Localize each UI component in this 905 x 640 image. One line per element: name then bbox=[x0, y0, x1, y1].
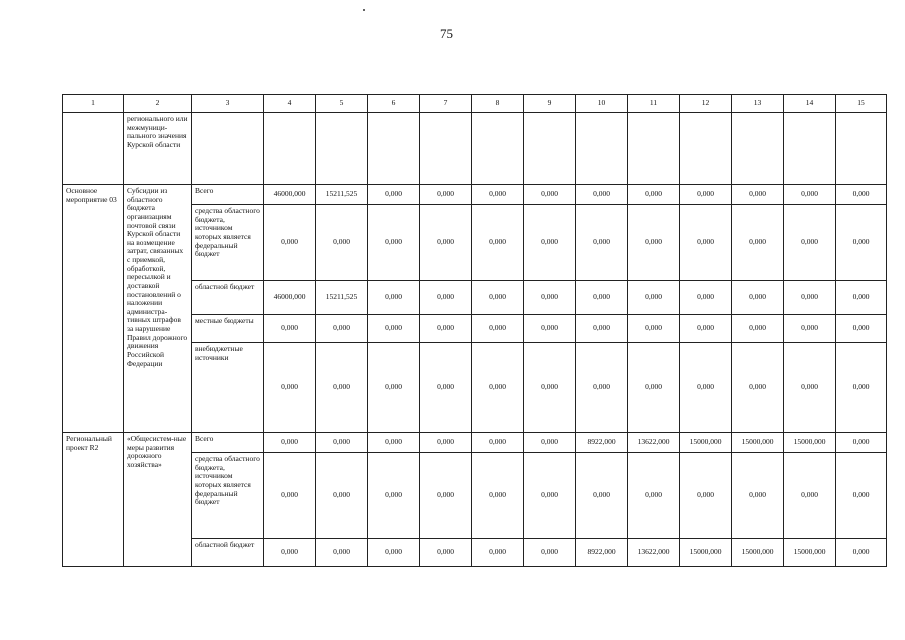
column-header: 10 bbox=[576, 95, 628, 113]
cell-value: 8922,000 bbox=[576, 433, 628, 453]
cell-value: 0,000 bbox=[368, 433, 420, 453]
column-header: 12 bbox=[680, 95, 732, 113]
cell-value: 0,000 bbox=[420, 205, 472, 281]
column-header: 6 bbox=[368, 95, 420, 113]
cell-value: 0,000 bbox=[264, 433, 316, 453]
cell-value: 0,000 bbox=[316, 539, 368, 567]
cell-value: 15000,000 bbox=[784, 433, 836, 453]
cell-event-name: Субсидии из областного бюджета организациям почтовой связи Курской области на возмещение затрат, связанных с приемкой, обработкой, пересылкой и доставкой постановлений о наложении администра-тивных штрафов за нарушение Правил дорожного движения Российской Федерации bbox=[124, 185, 192, 433]
scan-speck bbox=[363, 9, 365, 11]
cell-funding-source: Всего bbox=[192, 185, 264, 205]
cell-value: 0,000 bbox=[524, 185, 576, 205]
cell-value: 13622,000 bbox=[628, 539, 680, 567]
cell-value: 8922,000 bbox=[576, 539, 628, 567]
cell-value: 15000,000 bbox=[680, 433, 732, 453]
cell-funding-source: средства областного бюджета, источником которых является федеральный бюджет bbox=[192, 205, 264, 281]
table-row bbox=[63, 185, 887, 205]
cell-value: 0,000 bbox=[628, 281, 680, 315]
header-row bbox=[63, 95, 887, 113]
continuation-row bbox=[63, 113, 887, 185]
cell-empty bbox=[420, 113, 472, 185]
cell-value: 0,000 bbox=[628, 343, 680, 433]
cell-value: 0,000 bbox=[524, 433, 576, 453]
cell-empty bbox=[524, 113, 576, 185]
cell-event-type: Региональный проект R2 bbox=[63, 433, 124, 567]
cell-empty bbox=[316, 113, 368, 185]
cell-value: 0,000 bbox=[784, 343, 836, 433]
cell-value: 0,000 bbox=[524, 281, 576, 315]
cell-value: 0,000 bbox=[472, 453, 524, 539]
cell-value: 0,000 bbox=[680, 343, 732, 433]
cell-funding-source: местные бюджеты bbox=[192, 315, 264, 343]
column-header: 5 bbox=[316, 95, 368, 113]
cell-value: 0,000 bbox=[524, 315, 576, 343]
cell-value: 15211,525 bbox=[316, 281, 368, 315]
cell-event-name: «Общесистем-ные меры развития дорожного хозяйства» bbox=[124, 433, 192, 567]
cell-value: 0,000 bbox=[732, 205, 784, 281]
cell-funding-source: Всего bbox=[192, 433, 264, 453]
cell-value: 0,000 bbox=[628, 315, 680, 343]
cell-value: 0,000 bbox=[420, 281, 472, 315]
cell-value: 0,000 bbox=[836, 281, 887, 315]
cell-value: 0,000 bbox=[264, 539, 316, 567]
cell-value: 0,000 bbox=[680, 453, 732, 539]
cell-value: 0,000 bbox=[680, 281, 732, 315]
cell-value: 0,000 bbox=[524, 343, 576, 433]
cell-value: 0,000 bbox=[680, 315, 732, 343]
cell-empty bbox=[680, 113, 732, 185]
cell-value: 0,000 bbox=[316, 433, 368, 453]
cell-value: 0,000 bbox=[472, 433, 524, 453]
cell-empty bbox=[472, 113, 524, 185]
cell-value: 0,000 bbox=[784, 315, 836, 343]
cell-value: 46000,000 bbox=[264, 185, 316, 205]
cell-value: 0,000 bbox=[576, 343, 628, 433]
cell-value: 0,000 bbox=[628, 185, 680, 205]
cell-value: 0,000 bbox=[368, 185, 420, 205]
cell-value: 0,000 bbox=[316, 343, 368, 433]
cell-value: 0,000 bbox=[316, 315, 368, 343]
cell-value: 0,000 bbox=[628, 205, 680, 281]
cell-event-type: Основное мероприятие 03 bbox=[63, 185, 124, 433]
cell-empty bbox=[192, 113, 264, 185]
cell-value: 0,000 bbox=[524, 205, 576, 281]
cell-empty bbox=[628, 113, 680, 185]
cell-value: 0,000 bbox=[732, 185, 784, 205]
cell-value: 0,000 bbox=[836, 205, 887, 281]
cell-value: 0,000 bbox=[472, 539, 524, 567]
cell-value: 15000,000 bbox=[732, 539, 784, 567]
column-header: 3 bbox=[192, 95, 264, 113]
cell-value: 0,000 bbox=[316, 453, 368, 539]
cell-funding-source: областной бюджет bbox=[192, 539, 264, 567]
cell-value: 0,000 bbox=[524, 453, 576, 539]
cell-value: 0,000 bbox=[472, 315, 524, 343]
cell-value: 0,000 bbox=[472, 281, 524, 315]
column-header: 11 bbox=[628, 95, 680, 113]
cell-value: 0,000 bbox=[368, 205, 420, 281]
cell-empty bbox=[63, 113, 124, 185]
cell-value: 0,000 bbox=[420, 343, 472, 433]
cell-value: 0,000 bbox=[784, 281, 836, 315]
cell-funding-source: внебюджетные источники bbox=[192, 343, 264, 433]
cell-value: 0,000 bbox=[784, 185, 836, 205]
cell-empty bbox=[784, 113, 836, 185]
cell-value: 0,000 bbox=[680, 185, 732, 205]
cell-value: 0,000 bbox=[576, 315, 628, 343]
cell-value: 0,000 bbox=[264, 315, 316, 343]
cell-value: 0,000 bbox=[524, 539, 576, 567]
column-header: 13 bbox=[732, 95, 784, 113]
cell-value: 0,000 bbox=[264, 453, 316, 539]
column-header: 2 bbox=[124, 95, 192, 113]
cell-value: 46000,000 bbox=[264, 281, 316, 315]
cell-value: 0,000 bbox=[732, 453, 784, 539]
cell-value: 0,000 bbox=[576, 205, 628, 281]
cell-value: 0,000 bbox=[472, 185, 524, 205]
cell-value: 0,000 bbox=[368, 343, 420, 433]
table-row bbox=[63, 433, 887, 453]
column-header: 15 bbox=[836, 95, 887, 113]
cell-name: регионального или межмуници-пального значения Курской области bbox=[124, 113, 192, 185]
cell-value: 0,000 bbox=[420, 433, 472, 453]
page-number: 75 bbox=[440, 26, 453, 41]
cell-value: 13622,000 bbox=[628, 433, 680, 453]
cell-value: 0,000 bbox=[420, 315, 472, 343]
column-header: 4 bbox=[264, 95, 316, 113]
cell-empty bbox=[368, 113, 420, 185]
cell-value: 0,000 bbox=[576, 453, 628, 539]
cell-value: 0,000 bbox=[784, 453, 836, 539]
cell-value: 0,000 bbox=[368, 315, 420, 343]
cell-value: 0,000 bbox=[576, 185, 628, 205]
cell-value: 0,000 bbox=[836, 539, 887, 567]
cell-value: 0,000 bbox=[732, 281, 784, 315]
cell-value: 0,000 bbox=[836, 433, 887, 453]
cell-value: 0,000 bbox=[420, 539, 472, 567]
cell-value: 0,000 bbox=[732, 315, 784, 343]
cell-value: 15000,000 bbox=[732, 433, 784, 453]
cell-value: 0,000 bbox=[836, 185, 887, 205]
cell-value: 0,000 bbox=[628, 453, 680, 539]
column-header: 9 bbox=[524, 95, 576, 113]
table-body bbox=[63, 95, 887, 567]
cell-value: 0,000 bbox=[420, 453, 472, 539]
cell-empty bbox=[576, 113, 628, 185]
column-header: 1 bbox=[63, 95, 124, 113]
column-header: 8 bbox=[472, 95, 524, 113]
cell-funding-source: средства областного бюджета, источником которых является федеральный бюджет bbox=[192, 453, 264, 539]
cell-value: 0,000 bbox=[368, 453, 420, 539]
cell-funding-source: областной бюджет bbox=[192, 281, 264, 315]
cell-empty bbox=[264, 113, 316, 185]
cell-value: 0,000 bbox=[368, 281, 420, 315]
cell-value: 0,000 bbox=[264, 343, 316, 433]
cell-value: 15211,525 bbox=[316, 185, 368, 205]
cell-value: 0,000 bbox=[264, 205, 316, 281]
cell-value: 0,000 bbox=[368, 539, 420, 567]
cell-value: 0,000 bbox=[472, 205, 524, 281]
cell-value: 0,000 bbox=[420, 185, 472, 205]
cell-value: 0,000 bbox=[784, 205, 836, 281]
budget-table bbox=[62, 94, 887, 567]
cell-value: 0,000 bbox=[472, 343, 524, 433]
cell-value: 0,000 bbox=[576, 281, 628, 315]
cell-value: 0,000 bbox=[316, 205, 368, 281]
cell-value: 0,000 bbox=[836, 315, 887, 343]
column-header: 14 bbox=[784, 95, 836, 113]
cell-value: 0,000 bbox=[836, 343, 887, 433]
cell-value: 0,000 bbox=[836, 453, 887, 539]
cell-value: 15000,000 bbox=[680, 539, 732, 567]
cell-value: 0,000 bbox=[680, 205, 732, 281]
cell-empty bbox=[836, 113, 887, 185]
column-header: 7 bbox=[420, 95, 472, 113]
cell-value: 0,000 bbox=[732, 343, 784, 433]
cell-value: 15000,000 bbox=[784, 539, 836, 567]
cell-empty bbox=[732, 113, 784, 185]
